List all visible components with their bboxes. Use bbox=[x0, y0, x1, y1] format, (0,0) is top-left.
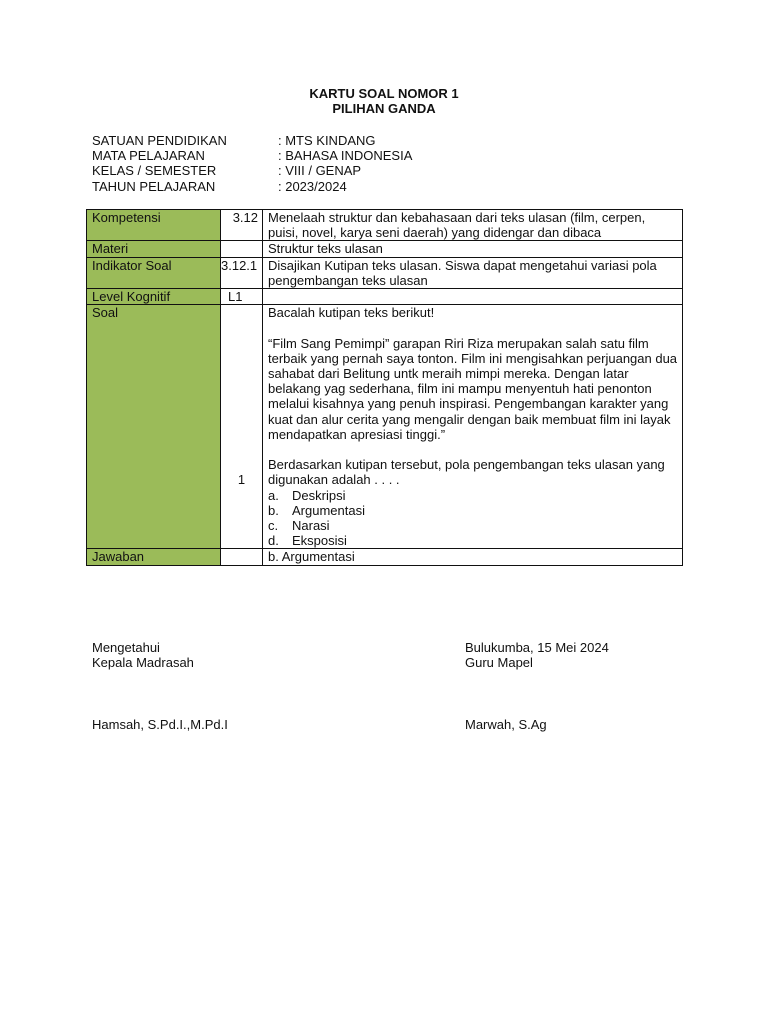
label-cell: Indikator Soal bbox=[87, 257, 221, 288]
question-number-cell bbox=[221, 305, 263, 549]
option-key: b. bbox=[268, 502, 279, 518]
label-cell: Soal bbox=[87, 305, 221, 549]
option-key: d. bbox=[268, 533, 279, 549]
meta-value: : BAHASA INDONESIA bbox=[278, 148, 413, 164]
meta-label: KELAS / SEMESTER bbox=[92, 163, 217, 179]
option-c bbox=[268, 518, 678, 533]
signature-right bbox=[465, 640, 609, 670]
sign-left-line2: Kepala Madrasah bbox=[92, 655, 194, 671]
row-soal bbox=[87, 305, 683, 549]
code-cell: 3.12.1 bbox=[221, 257, 263, 288]
signature-left bbox=[92, 640, 194, 670]
row-jawaban bbox=[87, 549, 683, 565]
identity-block bbox=[92, 133, 412, 194]
sign-right-line2: Guru Mapel bbox=[465, 655, 533, 671]
label-cell: Materi bbox=[87, 241, 221, 257]
code-cell: L1 bbox=[221, 289, 263, 305]
meta-row-subject bbox=[92, 148, 412, 163]
meta-row-school bbox=[92, 133, 412, 148]
row-kompetensi bbox=[87, 210, 683, 241]
meta-row-class bbox=[92, 163, 412, 178]
level-text bbox=[263, 289, 683, 305]
meta-row-year bbox=[92, 179, 412, 194]
soal-content bbox=[263, 305, 683, 549]
option-a bbox=[268, 488, 678, 503]
answer-text: b. Argumentasi bbox=[263, 549, 683, 565]
indikator-text: Disajikan Kutipan teks ulasan. Siswa dapat mengetahui variasi pola pengembangan teks ulasan bbox=[263, 257, 683, 288]
meta-label: TAHUN PELAJARAN bbox=[92, 178, 216, 194]
option-key: a. bbox=[268, 487, 279, 503]
question-number: 1 bbox=[237, 472, 246, 488]
question-stem: Berdasarkan kutipan tersebut, pola pengembangan teks ulasan yang digunakan adalah . . . . bbox=[268, 457, 665, 488]
meta-value: : VIII / GENAP bbox=[278, 163, 362, 179]
row-indikator bbox=[87, 257, 683, 288]
card-subtitle: PILIHAN GANDA bbox=[332, 101, 436, 116]
code-cell bbox=[221, 241, 263, 257]
meta-value: : 2023/2024 bbox=[278, 178, 347, 194]
materi-text: Struktur teks ulasan bbox=[263, 241, 683, 257]
kompetensi-text: Menelaah struktur dan kebahasaan dari teks ulasan (film, cerpen, puisi, novel, karya seni daerah) yang didengar dan dibaca bbox=[263, 210, 683, 241]
option-text: Narasi bbox=[292, 518, 330, 534]
label-cell: Jawaban bbox=[87, 549, 221, 565]
question-card-table bbox=[86, 209, 683, 566]
code-cell bbox=[221, 549, 263, 565]
option-text: Deskripsi bbox=[292, 487, 346, 503]
option-text: Argumentasi bbox=[292, 502, 365, 518]
sign-left-line1: Mengetahui bbox=[92, 640, 160, 655]
option-text: Eksposisi bbox=[292, 533, 347, 549]
meta-value: : MTS KINDANG bbox=[278, 133, 376, 148]
row-level bbox=[87, 289, 683, 305]
row-materi bbox=[87, 241, 683, 257]
code-cell: 3.12 bbox=[221, 210, 263, 241]
instruction: Bacalah kutipan teks berikut! bbox=[268, 305, 435, 321]
sign-right-line1: Bulukumba, 15 Mei 2024 bbox=[465, 640, 609, 655]
meta-label: SATUAN PENDIDIKAN bbox=[92, 133, 227, 148]
option-key: c. bbox=[268, 518, 279, 534]
option-b bbox=[268, 503, 678, 518]
signature-left-name: Hamsah, S.Pd.I.,M.Pd.I bbox=[92, 717, 228, 732]
option-d bbox=[268, 533, 678, 548]
passage: “Film Sang Pemimpi” garapan Riri Riza merupakan salah satu film terbaik yang pernah saya tonton. Film ini mengisahkan perjuangan dua sahabat dari Belitung untk meraih mimpi mereka. Dengan latar belakang yag sederhana, film ini mampu menyentuh hati penonton melalui kisahnya yang penuh inspirasi. Pengembangan karakter yang kuat dan alur cerita yang mengalir dengan baik membuat film ini layak mendapatkan apresiasi tinggi.” bbox=[268, 335, 678, 442]
card-title: KARTU SOAL NOMOR 1 bbox=[309, 86, 459, 101]
signature-right-name: Marwah, S.Ag bbox=[465, 717, 547, 732]
label-cell: Level Kognitif bbox=[87, 289, 221, 305]
meta-label: MATA PELAJARAN bbox=[92, 148, 205, 164]
label-cell: Kompetensi bbox=[87, 210, 221, 241]
